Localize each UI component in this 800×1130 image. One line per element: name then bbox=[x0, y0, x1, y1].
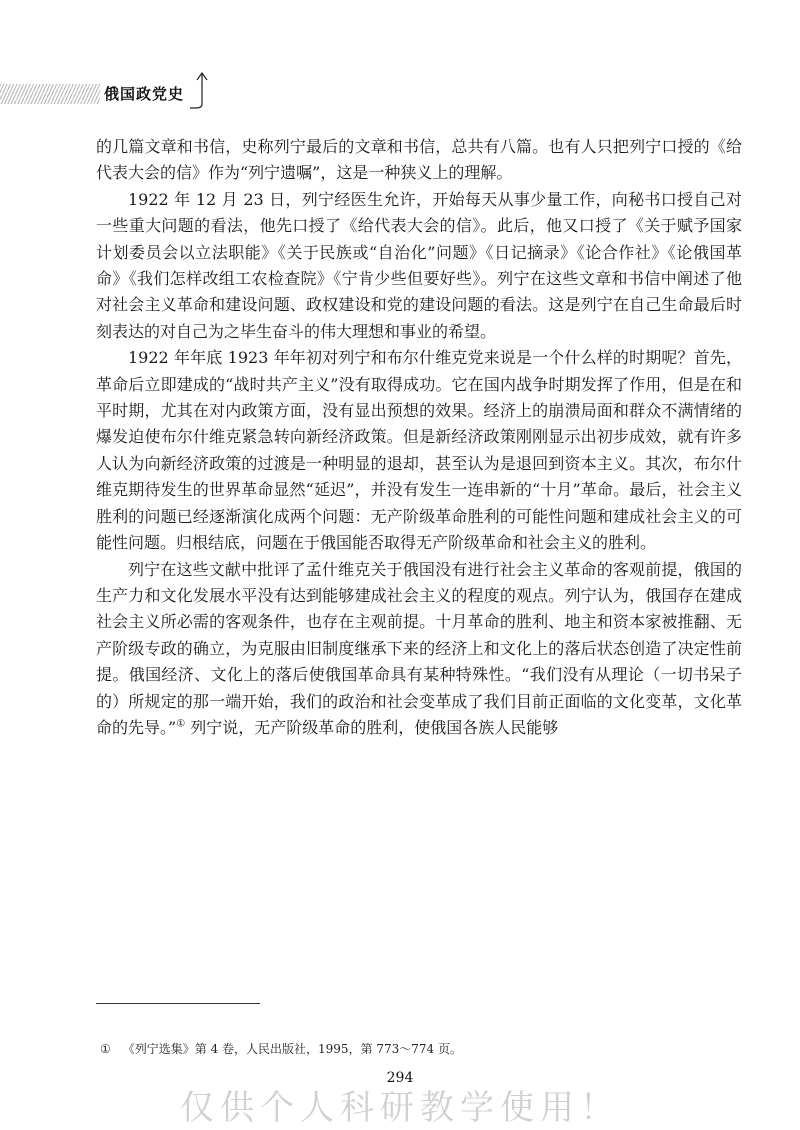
watermark: 仅供个人科研教学使用！ bbox=[180, 1088, 620, 1128]
footnote-text: 《列宁选集》第 4 卷，人民出版社，1995，第 773～774 页。 bbox=[122, 1042, 463, 1056]
footnote-marker: ① bbox=[100, 1042, 111, 1056]
book-title: 俄国政党史 bbox=[104, 85, 185, 103]
body-text bbox=[96, 134, 742, 741]
page-number: 294 bbox=[386, 1070, 414, 1086]
header-arrow-icon bbox=[190, 70, 214, 110]
paragraph-4 bbox=[96, 557, 742, 742]
paragraph-2: 1922 年 12 月 23 日，列宁经医生允许，开始每天从事少量工作，向秘书口授自己对一些重大问题的看法，他先口授了《给代表大会的信》。此后，他又口授了《关于赋予国家计划委员会以立法职能》《关于民族或“自治化”问题》《日记摘录》《论合作社》《论俄国革命》《我们怎样改组工农检查院》《宁肯少些但要好些》。列宁在这些文章和书信中阐述了他对社会主义革命和建设问题、政权建设和党的建设问题的看法。这是列宁在自己生命最后时刻表达的对自己为之毕生奋斗的伟大理想和事业的希望。 bbox=[96, 189, 742, 341]
paragraph-4-quote: 列宁在这些文献中批评了孟什维克关于俄国没有进行社会主义革命的客观前提，俄国的生产力和文化发展水平没有达到能够建成社会主义的程度的观点。列宁认为，俄国存在建成社会主义所必需的客观条件，也存在主观前提。十月革命的胜利、地主和资本家被推翻、无产阶级专政的确立，为克服由旧制度继承下来的经济上和文化上的落后状态创造了决定性前提。俄国经济、文化上的落后使俄国革命具有某种特殊性。“我们没有从理论（一切书呆子的）所规定的那一端开始，我们的政治和社会变革成了我们目前正面临的文化变革，文化革命的先导。” bbox=[96, 559, 742, 737]
running-header bbox=[0, 70, 800, 110]
paragraph-4-tail: 列宁说，无产阶级革命的胜利，使俄国各族人民能够 bbox=[190, 717, 559, 737]
footnote-reference[interactable]: ① bbox=[176, 718, 186, 730]
footnote-divider bbox=[96, 1003, 260, 1004]
footnote bbox=[100, 1040, 462, 1057]
header-hatch-decoration bbox=[0, 84, 100, 104]
paragraph-1: 的几篇文章和书信，史称列宁最后的文章和书信，总共有八篇。也有人只把列宁口授的《给代表大会的信》作为“列宁遗嘱”，这是一种狭义上的理解。 bbox=[96, 137, 742, 183]
paragraph-3: 1922 年年底 1923 年年初对列宁和布尔什维克党来说是一个什么样的时期呢？首先，革命后立即建成的“战时共产主义”没有取得成功。它在国内战争时期发挥了作用，但是在和平时期，尤其在对内政策方面，没有显出预想的效果。经济上的崩溃局面和群众不满情绪的爆发迫使布尔什维克紧急转向新经济政策。但是新经济政策刚刚显示出初步成效，就有许多人认为向新经济政策的过渡是一种明显的退却，甚至认为是退回到资本主义。其次，布尔什维克期待发生的世界革命显然“延迟”，并没有发生一连串新的“十月”革命。最后，社会主义胜利的问题已经逐渐演化成两个问题：无产阶级革命胜利的可能性问题和建成社会主义的可能性问题。归根结底，问题在于俄国能否取得无产阶级革命和社会主义的胜利。 bbox=[96, 348, 742, 553]
